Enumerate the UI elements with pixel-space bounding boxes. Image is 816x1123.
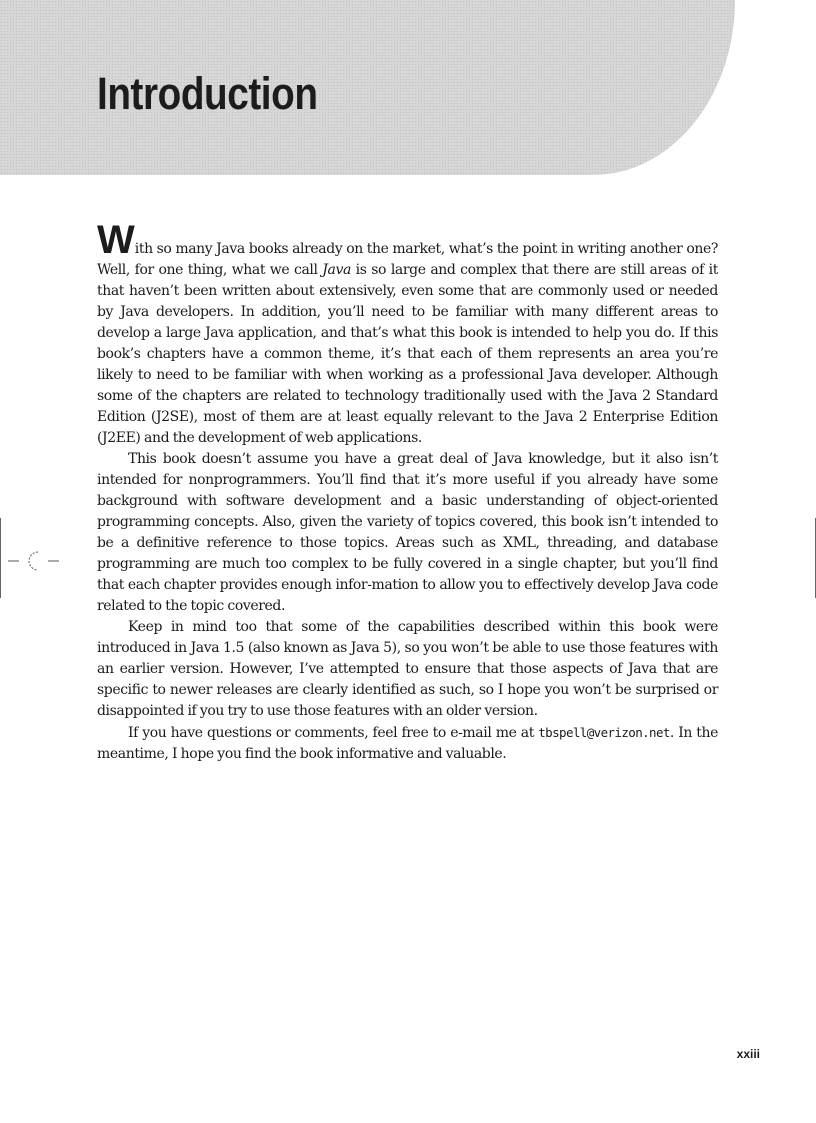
java-emphasis: Java	[322, 262, 351, 278]
body-text	[97, 218, 718, 765]
paragraph-3: Keep in mind too that some of the capabilities described within this book were introduced in Java 1.5 (also known as Java 5), so you won’t be able to use those features with an earlier version. However, I’ve attempted to ensure that those aspects of Java that are specific to newer releases are clearly identified as such, so I hope you won’t be surprised or disappointed if you try to use those features with an older version.	[97, 619, 718, 719]
paragraph-1	[97, 218, 718, 449]
chapter-title: Introduction	[97, 68, 318, 119]
paragraph-4	[97, 722, 718, 765]
paragraph-2: This book doesn’t assume you have a great deal of Java knowledge, but it also isn’t intended for nonprogrammers. You’ll find that it’s more useful if you already have some background with software development and a basic understanding of object-oriented programming concepts. Also, given the variety of topics covered, this book isn’t intended to be a definitive reference to those topics. Areas such as XML, threading, and database programming are much too complex to be fully covered in a single chapter, but you’ll find that each chapter provides enough infor-mation to allow you to effectively develop Java code related to the topic covered.	[97, 451, 718, 614]
email-address: tbspell@verizon.net	[538, 725, 670, 740]
chapter-header-band	[0, 0, 735, 175]
left-crop-mark	[0, 518, 1, 598]
paragraph-1-text: ith so many Java books already on the market, what’s the point in writing another one? Well, for one thing, what we call	[97, 241, 718, 278]
registration-mark-icon	[8, 546, 68, 576]
page-number: xxiii	[736, 1047, 760, 1061]
paragraph-4-text-after: . In the meantime, I hope you find the book informative and valuable.	[97, 725, 718, 762]
paragraph-4-text: If you have questions or comments, feel free to e-mail me at	[128, 725, 539, 741]
paragraph-1-text-after: is so large and complex that there are still areas of it that haven’t been written about extensively, even some that are commonly used or needed by Java developers. In addition, you’ll need to be familiar with many different areas to develop a large Java application, and that’s what this book is intended to help you do. If this book’s chapters have a common theme, it’s that each of them represents an area you’re likely to need to be familiar with when working as a professional Java developer. Although some of the chapters are related to technology traditionally used with the Java 2 Standard Edition (J2SE), most of them are at least equally relevant to the Java 2 Enterprise Edition (J2EE) and the development of web applications.	[97, 262, 718, 446]
drop-cap: W	[97, 218, 135, 262]
